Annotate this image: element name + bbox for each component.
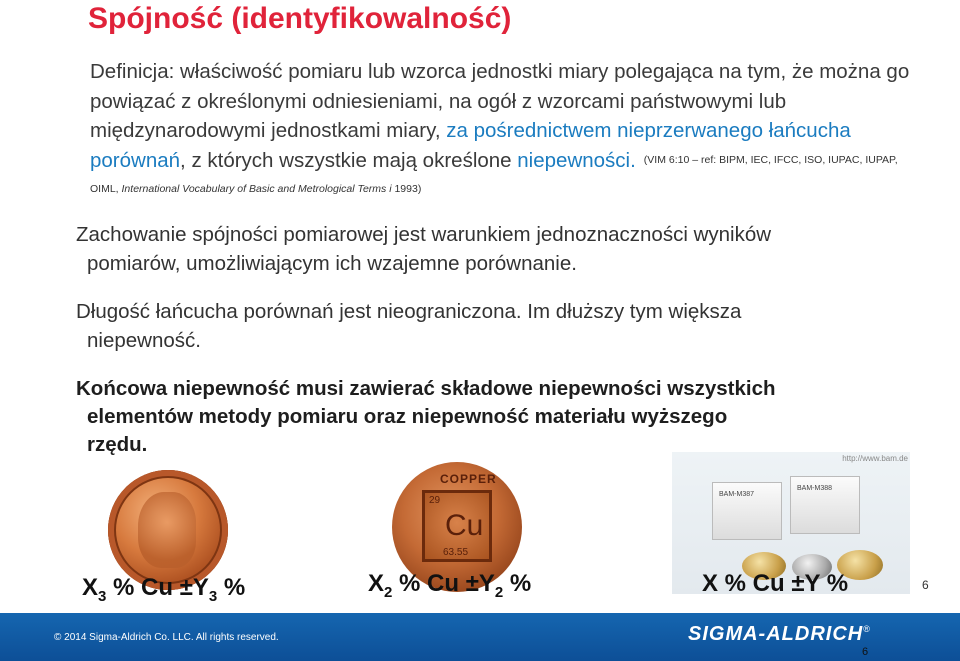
atomic-mass: 63.55 xyxy=(443,547,469,558)
copper-label: COPPER xyxy=(440,472,497,486)
bam-box: BAM-M387 xyxy=(712,482,782,540)
traceability-paragraph xyxy=(76,220,906,278)
bam-box: BAM-M388 xyxy=(790,476,860,534)
slide-number: 6 xyxy=(922,578,929,592)
vim-reference: (VIM 6:10 – ref: BIPM, IEC, IFCC, ISO, IUPAC, IUPAP, OIML, International Vocabulary of Basic and Metrological Terms i 1993) xyxy=(90,153,898,195)
paragraph-line: niepewność. xyxy=(87,329,201,352)
paragraph-line: rzędu. xyxy=(87,433,148,456)
definition-text: Definicja: właściwość pomiaru lub wzorca jednostki miary polegająca na tym, że można go powiązać z określonymi odniesieniami, na ogół z wzorcami państwowymi lub międzynarodowymi jednostkami miary, xyxy=(90,60,910,142)
footer-bar xyxy=(0,613,960,661)
formula-level-2: $X_2$ % $Cu \pm Y_2$ % xyxy=(368,570,532,601)
periodic-cell xyxy=(422,490,492,562)
paragraph-line: Końcowa niepewność musi zawierać składowe niepewności wszystkich xyxy=(76,377,776,400)
paragraph-line: Zachowanie spójności pomiarowej jest warunkiem jednoznaczności wyników xyxy=(76,223,772,246)
copyright-text: © 2014 Sigma-Aldrich Co. LLC. All rights reserved. xyxy=(54,632,279,643)
definition-text-cont: , z których wszystkie mają określone xyxy=(180,148,518,172)
definition-highlight-uncertainty: niepewności. xyxy=(517,148,636,172)
penny-coin-image xyxy=(108,470,228,590)
definition-paragraph xyxy=(90,57,920,205)
paragraph-line: Długość łańcucha porównań jest nieograniczona. Im dłuższy tym większa xyxy=(76,300,742,323)
atomic-number: 29 xyxy=(429,495,441,506)
footer-page-number: 6 xyxy=(862,646,869,658)
slide-title: Spójność (identyfikowalność) xyxy=(88,2,512,35)
formula-level-3: $X_3$ % $Cu \pm Y_3$ % xyxy=(82,574,246,605)
formula-level-1: X % Cu ±Y % xyxy=(702,570,849,597)
element-symbol: Cu xyxy=(445,509,484,542)
paragraph-line: elementów metody pomiaru oraz niepewność materiału wyższego xyxy=(87,405,728,428)
final-uncertainty-paragraph xyxy=(76,375,906,459)
chain-length-paragraph xyxy=(76,297,906,355)
bam-url: http://www.bam.de xyxy=(842,454,908,463)
definition-highlight-chain: za pośrednictwem nieprzerwanego łańcucha porównań xyxy=(90,119,851,172)
paragraph-line: pomiarów, umożliwiającym ich wzajemne porównanie. xyxy=(87,252,577,275)
sigma-aldrich-logo: SIGMA-ALDRICH® xyxy=(688,623,871,645)
penny-portrait xyxy=(138,492,196,568)
